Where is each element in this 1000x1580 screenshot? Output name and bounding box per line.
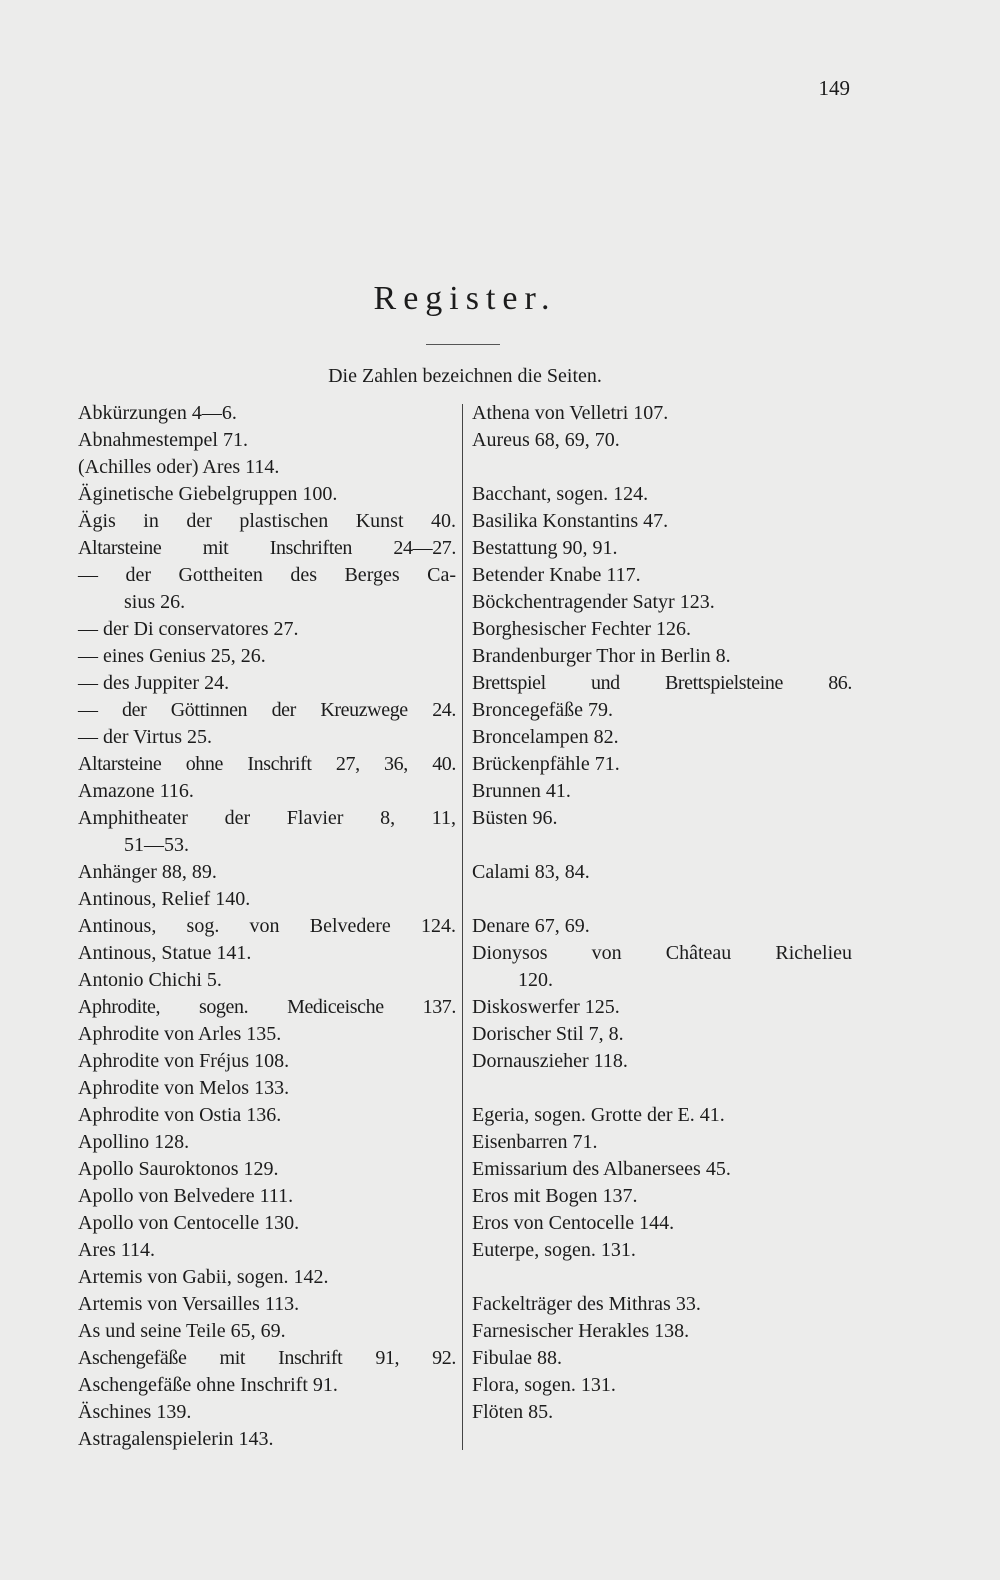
index-entry: Flöten 85. [472,1401,554,1423]
index-entry: — des Juppiter 24. [78,672,230,694]
index-entry: Apollino 128. [78,1131,190,1153]
index-entry: Brückenpfähle 71. [472,753,620,775]
index-entry: Fibulae 88. [472,1347,562,1369]
index-entry: Broncegefäße 79. [472,699,614,721]
page-title: Register. [373,280,557,317]
index-entry: Abkürzungen 4—6. [78,402,237,424]
index-entry: Apollo von Centocelle 130. [78,1212,300,1234]
index-entry: Ägis in der plastischen Kunst 40. [78,510,456,532]
title-rule [426,344,500,345]
index-entry: Flora, sogen. 131. [472,1374,616,1396]
index-entry: (Achilles oder) Ares 114. [78,456,280,478]
index-entry: Abnahmestempel 71. [78,429,248,451]
index-entry: Fackelträger des Mithras 33. [472,1293,701,1315]
index-entry: Basilika Konstantins 47. [472,510,669,532]
index-entry: Apollo Sauroktonos 129. [78,1158,279,1180]
index-entry: Broncelampen 82. [472,726,619,748]
index-entry: Aphrodite von Ostia 136. [78,1104,282,1126]
index-entry: Aphrodite von Fréjus 108. [78,1050,290,1072]
index-entry: Eisenbarren 71. [472,1131,598,1153]
index-entry: Dornauszieher 118. [472,1050,628,1072]
index-entry: Eros mit Bogen 137. [472,1185,638,1207]
index-entry: Euterpe, sogen. 131. [472,1239,636,1261]
index-entry: Anhänger 88, 89. [78,861,217,883]
index-entry: As und seine Teile 65, 69. [78,1320,286,1342]
index-entry: Brunnen 41. [472,780,571,802]
index-entry-continuation: sius 26. [124,591,186,613]
index-entry: Aphrodite von Melos 133. [78,1077,290,1099]
index-entry: Aphrodite, sogen. Mediceische 137. [78,996,456,1018]
index-entry: — der Virtus 25. [78,726,212,748]
index-entry: Antinous, Relief 140. [78,888,251,910]
letter-gap [472,1264,852,1291]
letter-gap [472,886,852,913]
index-entry: Emissarium des Albanersees 45. [472,1158,731,1180]
index-entry: — eines Genius 25, 26. [78,645,266,667]
page-number: 149 [818,76,850,100]
letter-gap [472,1075,852,1102]
index-entry: Äschines 139. [78,1401,192,1423]
index-entry: Denare 67, 69. [472,915,590,937]
index-entry: Astragalenspielerin 143. [78,1428,274,1450]
index-entry: Amazone 116. [78,780,194,802]
index-entry: Apollo von Belvedere 111. [78,1185,294,1207]
index-entry: Altarsteine ohne Inschrift 27, 36, 40. [78,753,456,775]
letter-gap [472,832,852,859]
index-entry: Antinous, Statue 141. [78,942,252,964]
index-entry: Artemis von Gabii, sogen. 142. [78,1266,329,1288]
index-entry: Calami 83, 84. [472,861,590,883]
index-entry: Antinous, sog. von Belvedere 124. [78,915,456,937]
subtitle: Die Zahlen bezeichnen die Seiten. [328,365,602,387]
index-entry: Böckchentragender Satyr 123. [472,591,715,613]
index-entry: Dionysos von Château Richelieu [472,942,852,964]
index-entry: Bacchant, sogen. 124. [472,483,649,505]
index-entry: Büsten 96. [472,807,558,829]
index-entry: Borghesischer Fechter 126. [472,618,692,640]
index-entry: Diskoswerfer 125. [472,996,620,1018]
index-entry: Aphrodite von Arles 135. [78,1023,282,1045]
index-entry: Brettspiel und Brettspielsteine 86. [472,672,852,694]
index-entry-continuation: 120. [518,969,553,991]
index-entry: Amphitheater der Flavier 8, 11, [78,807,456,829]
index-entry: Altarsteine mit Inschriften 24—27. [78,537,456,559]
index-entry: Antonio Chichi 5. [78,969,222,991]
index-entry: Aschengefäße mit Inschrift 91, 92. [78,1347,456,1369]
index-entry: Farnesischer Herakles 138. [472,1320,690,1342]
index-entry: Aschengefäße ohne Inschrift 91. [78,1374,338,1396]
index-entry: Egeria, sogen. Grotte der E. 41. [472,1104,725,1126]
index-entry: Betender Knabe 117. [472,564,641,586]
index-entry: Eros von Centocelle 144. [472,1212,675,1234]
index-entry: Aureus 68, 69, 70. [472,429,620,451]
index-entry: Bestattung 90, 91. [472,537,618,559]
column-divider [462,404,463,1450]
left-column [78,400,456,1453]
index-entry: Dorischer Stil 7, 8. [472,1023,624,1045]
index-entry: — der Göttinnen der Kreuzwege 24. [78,699,456,721]
index-entry: Ares 114. [78,1239,156,1261]
letter-gap [472,454,852,481]
right-column [472,400,852,1426]
index-entry: — der Gottheiten des Berges Ca- [78,564,456,586]
index-entry: Artemis von Versailles 113. [78,1293,300,1315]
index-entry: Brandenburger Thor in Berlin 8. [472,645,731,667]
index-entry: — der Di conservatores 27. [78,618,299,640]
index-entry: Athena von Velletri 107. [472,402,669,424]
index-entry-continuation: 51—53. [124,834,189,856]
index-entry: Äginetische Giebelgruppen 100. [78,483,338,505]
